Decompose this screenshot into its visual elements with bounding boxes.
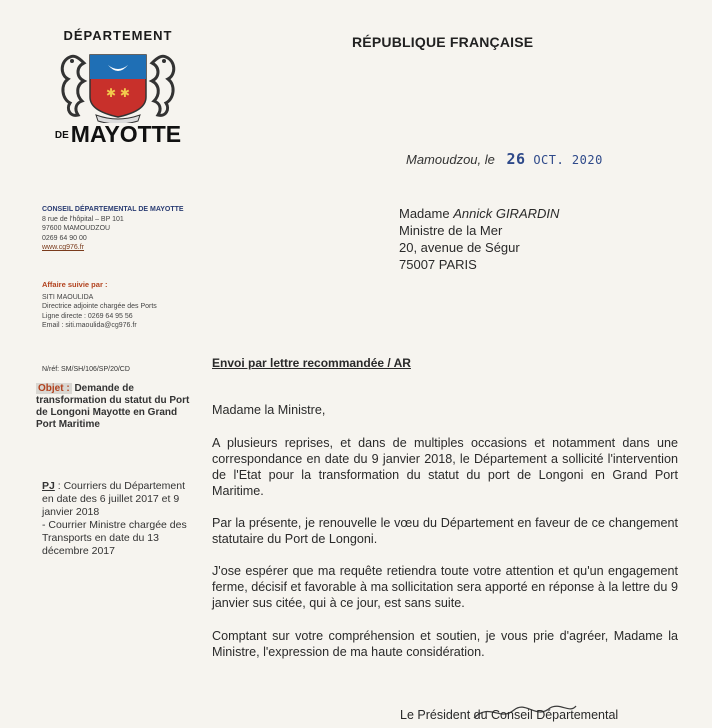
recipient-block (399, 205, 559, 273)
logo-bottom-text (48, 121, 188, 148)
recipient-title: Ministre de la Mer (399, 223, 503, 238)
crest-icon (56, 47, 180, 123)
paragraph-3: J'ose espérer que ma requête retiendra toute votre attention et qu'un engagement ferme, décisif et favorable à ma sollicitation sera apporté en réponse à la lettre du 9 janvier sus citée, qui à ce jour, est sans suite. (212, 564, 678, 610)
date-line (406, 150, 603, 168)
sender-address-2: 97600 MAMOUDZOU (42, 225, 111, 232)
sender-org: CONSEIL DÉPARTEMENTAL DE MAYOTTE (42, 206, 184, 213)
logo-mayotte-text: MAYOTTE (70, 121, 182, 147)
recipient-street: 20, avenue de Ségur (399, 240, 520, 255)
paragraph-4: Comptant sur votre compréhension et soutien, je vous prie d'agréer, Madame la Ministre, l'expression de ma haute considération. (212, 629, 678, 659)
affaire-title: Affaire suivie par : (42, 280, 108, 289)
pj-block (42, 480, 194, 558)
affaire-direct-line: Ligne directe : 0269 64 95 56 (42, 312, 133, 320)
affaire-role: Directrice adjointe chargée des Ports (42, 303, 157, 310)
sender-phone: 0269 64 90 00 (42, 234, 87, 242)
logo-de-text: DE (54, 130, 69, 142)
logo-top-text: DÉPARTEMENT (63, 28, 173, 43)
republic-heading: RÉPUBLIQUE FRANÇAISE (352, 34, 534, 50)
date-place: Mamoudzou, le (406, 152, 495, 167)
date-stamp (506, 150, 603, 168)
pj-line-1: : Courriers du Département en date des 6 juillet 2017 et 9 janvier 2018 (42, 480, 185, 518)
sender-website-link[interactable]: www.cg976.fr (42, 244, 85, 251)
salutation: Madame la Ministre, (212, 403, 326, 417)
sender-block (42, 205, 184, 253)
objet-block (36, 383, 196, 431)
affaire-email[interactable]: Email : siti.maoulida@cg976.fr (42, 322, 137, 329)
date-stamp-month-year: OCT. 2020 (533, 153, 603, 167)
recipient-prefix: Madame (399, 206, 450, 221)
objet-text: Demande de transformation du statut du Port de Longoni Mayotte en Grand Port Maritime (36, 383, 190, 430)
date-stamp-day: 26 (506, 150, 526, 168)
objet-label: Objet : (38, 383, 70, 394)
paragraph-2: Par la présente, je renouvelle le vœu du Département en faveur de ce changement statutaire du Port de Longoni. (212, 516, 678, 546)
recipient-name: Annick GIRARDIN (453, 206, 560, 221)
departement-logo (48, 28, 188, 148)
paragraph-1: A plusieurs reprises, et dans de multiples occasions et notamment dans une correspondance en date du 9 janvier 2018, le Département a sollicité l'intervention de l'Etat pour la transformation du statut du port de Longoni en Grand Port Maritime. (212, 436, 678, 498)
affaire-name: SITI MAOULIDA (42, 293, 94, 301)
pj-line-2: - Courrier Ministre chargée des Transports en date du 13 décembre 2017 (42, 519, 187, 557)
svg-text:✱ ✱: ✱ ✱ (106, 86, 130, 100)
pj-label: PJ (42, 480, 55, 492)
sender-address-1: 8 rue de l'hôpital – BP 101 (42, 215, 124, 223)
reference-line: N/réf: SM/SH/106/SP/20/CD (42, 366, 130, 373)
affaire-block (42, 280, 157, 331)
signature-line: Le Président du Conseil Départemental (400, 708, 619, 722)
recipient-city: 75007 PARIS (399, 257, 477, 272)
envoi-line: Envoi par lettre recommandée / AR (212, 356, 411, 370)
